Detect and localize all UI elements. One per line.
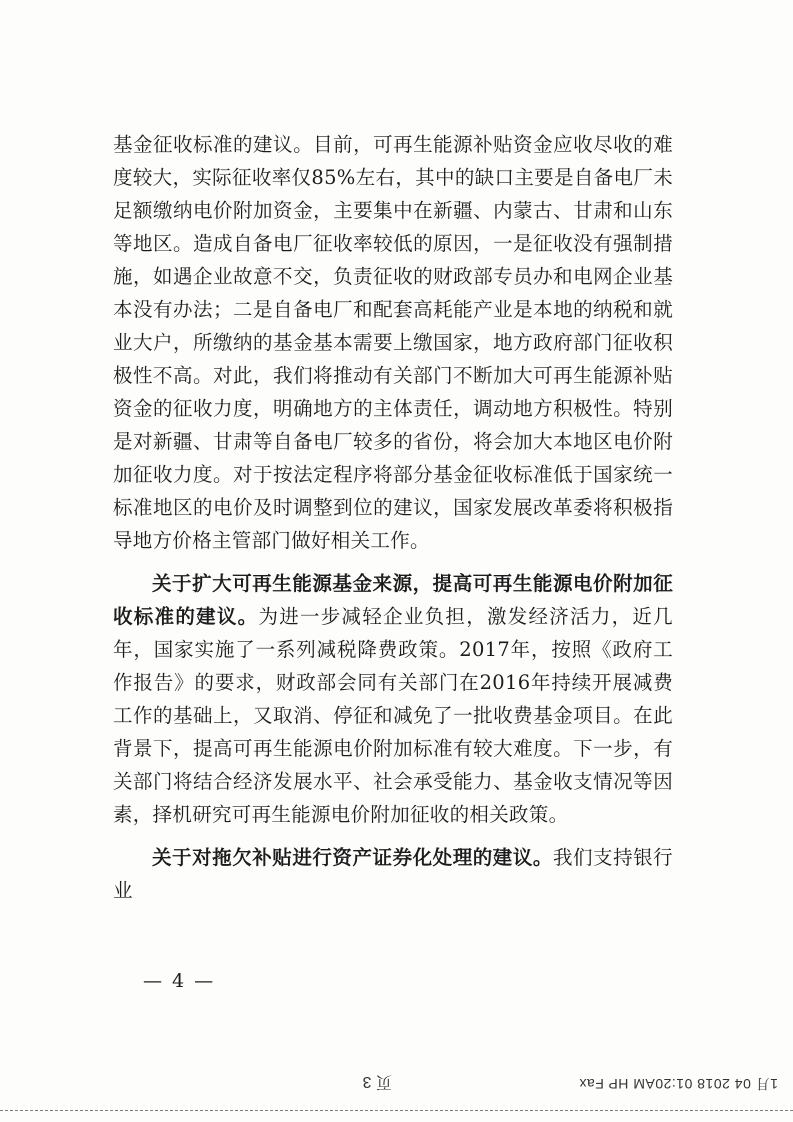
fax-transmission-info: 1月 04 2018 01:20AM HP Fax — [578, 1076, 778, 1092]
document-body — [113, 128, 673, 907]
paragraph-1 — [113, 128, 673, 557]
paragraph-1-text: 基金征收标准的建议。目前，可再生能源补贴资金应收尽收的难度较大，实际征收率仅85%左右，其中的缺口主要是自备电厂未足额缴纳电价附加资金，主要集中在新疆、内蒙古、甘肃和山东等地区。造成自备电厂征收率较低的原因，一是征收没有强制措施，如遇企业故意不交，负责征收的财政部专员办和电网企业基本没有办法；二是自备电厂和配套高耗能产业是本地的纳税和就业大户，所缴纳的基金基本需要上缴国家，地方政府部门征收积极性不高。对此，我们将推动有关部门不断加大可再生能源补贴资金的征收力度，明确地方的主体责任，调动地方积极性。特别是对新疆、甘肃等自备电厂较多的省份，将会加大本地区电价附加征收力度。对于按法定程序将部分基金征收标准低于国家统一标准地区的电价及时调整到位的建议，国家发展改革委将积极指导地方价格主管部门做好相关工作。 — [113, 133, 673, 552]
fax-divider-line — [0, 1110, 793, 1111]
page-number: — 4 — — [143, 970, 216, 992]
paragraph-2-lead: 关于扩大可再生能源基金来源，提高可再生能源电价附加征收标准的建议。 — [113, 572, 673, 628]
fax-page-mark: 页 3 — [362, 1073, 392, 1090]
paragraph-3-lead: 关于对拖欠补贴进行资产证券化处理的建议。 — [152, 846, 553, 869]
fax-header-strip — [300, 1072, 790, 1098]
paragraph-2-text: 为进一步减轻企业负担，激发经济活力，近几年，国家实施了一系列减税降费政策。2017年，按照《政府工作报告》的要求，财政部会同有关部门在2016年持续开展减费工作的基础上，又取消、停征和减免了一批收费基金项目。在此背景下，提高可再生能源电价附加标准有较大难度。下一步，有关部门将结合经济发展水平、社会承受能力、基金收支情况等因素，择机研究可再生能源电价附加征收的相关政策。 — [113, 605, 673, 826]
paragraph-2 — [113, 567, 673, 831]
paragraph-3 — [113, 841, 673, 907]
paragraph-3-text: 我们支持银行业 — [113, 846, 673, 902]
